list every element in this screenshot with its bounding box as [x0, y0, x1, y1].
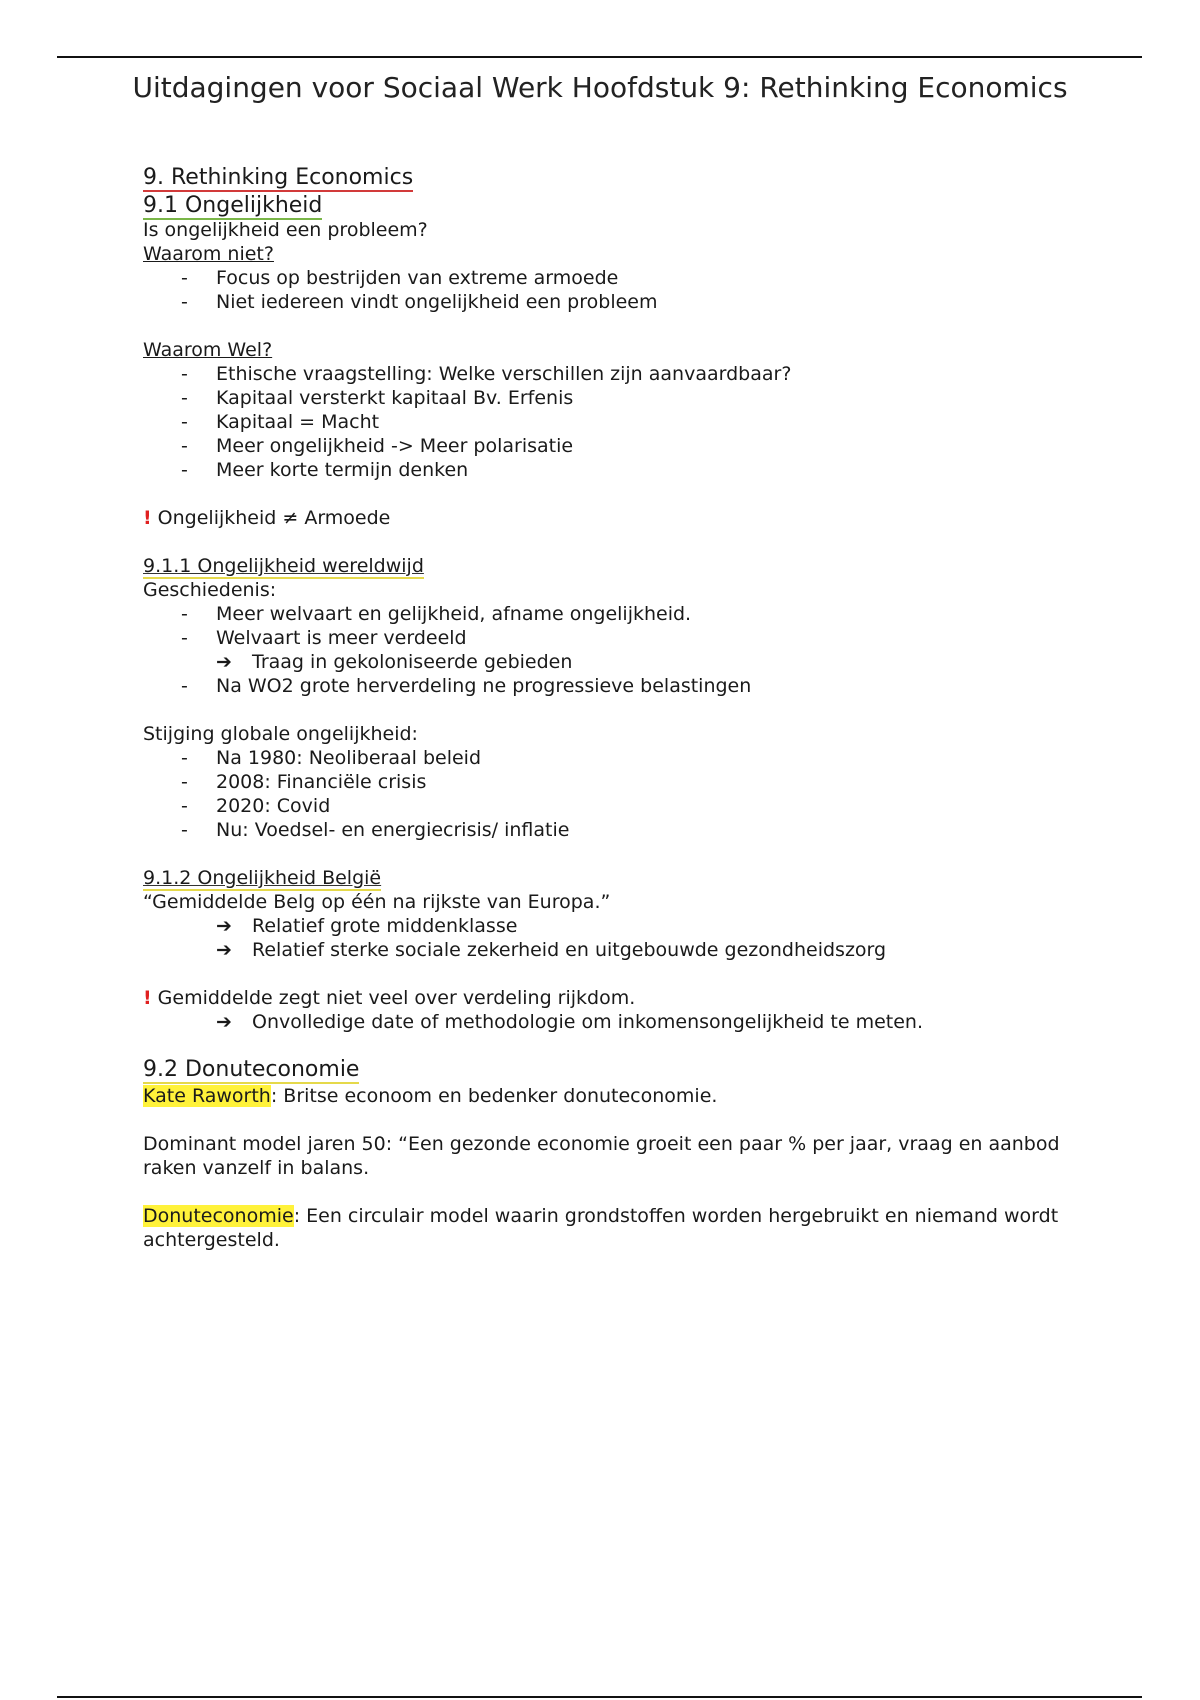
arrow-icon: ➔: [216, 651, 232, 673]
list-item: - Kapitaal = Macht: [181, 411, 380, 433]
list-item: - Meer korte termijn denken: [181, 459, 469, 481]
belgium-quote: “Gemiddelde Belg op één na rijkste van Europa.”: [143, 891, 611, 913]
section-9-1-heading: 9.1 Ongelijkheid: [143, 193, 323, 218]
donut-definition: Donuteconomie: Een circulair model waarin grondstoffen worden hergebruikt en niemand wordt achtergesteld.: [143, 1205, 1059, 1251]
section-9-1-2-heading: 9.1.2 Ongelijkheid België: [143, 867, 382, 889]
arrow-item: ➔ Onvolledige date of methodologie om inkomensongelijkheid te meten.: [216, 1011, 923, 1033]
waarom-wel-label: Waarom Wel?: [143, 339, 273, 361]
top-rule: [57, 56, 1142, 58]
arrow-item: ➔ Traag in gekoloniseerde gebieden: [216, 651, 573, 673]
list-item: - Nu: Voedsel- en energiecrisis/ inflatie: [181, 819, 570, 841]
stijging-label: Stijging globale ongelijkheid:: [143, 723, 418, 745]
section-9-2-heading: 9.2 Donuteconomie: [143, 1057, 360, 1082]
section-9-1-1-heading: 9.1.1 Ongelijkheid wereldwijd: [143, 555, 424, 577]
document-title: Uitdagingen voor Sociaal Werk Hoofdstuk 9: Rethinking Economics: [132, 71, 1068, 104]
arrow-item: ➔ Relatief sterke sociale zekerheid en uitgebouwde gezondheidszorg: [216, 939, 887, 961]
geschiedenis-label: Geschiedenis:: [143, 579, 277, 601]
belgium-note: ! Gemiddelde zegt niet veel over verdeling rijkdom.: [143, 987, 636, 1009]
list-item: - Meer welvaart en gelijkheid, afname ongelijkheid.: [181, 603, 692, 625]
bottom-rule: [57, 1696, 1142, 1698]
list-item: - Kapitaal versterkt kapitaal Bv. Erfenis: [181, 387, 574, 409]
exclamation-icon: !: [143, 987, 152, 1009]
raworth-line: Kate Raworth: Britse econoom en bedenker donuteconomie.: [143, 1085, 718, 1107]
list-item: - Welvaart is meer verdeeld: [181, 627, 467, 649]
arrow-icon: ➔: [216, 939, 232, 961]
section-9-heading: 9. Rethinking Economics: [143, 165, 414, 190]
inequality-question: Is ongelijkheid een probleem?: [143, 219, 428, 241]
list-item: - Meer ongelijkheid -> Meer polarisatie: [181, 435, 574, 457]
list-item: - Niet iedereen vindt ongelijkheid een probleem: [181, 291, 658, 313]
list-item: - 2020: Covid: [181, 795, 331, 817]
donut-term: Donuteconomie: [143, 1205, 294, 1227]
inequality-note: ! Ongelijkheid ≠ Armoede: [143, 507, 391, 529]
list-item: - Na 1980: Neoliberaal beleid: [181, 747, 481, 769]
exclamation-icon: !: [143, 507, 152, 529]
list-item: - Na WO2 grote herverdeling ne progressieve belastingen: [181, 675, 752, 697]
list-item: - 2008: Financiële crisis: [181, 771, 427, 793]
arrow-icon: ➔: [216, 1011, 232, 1033]
list-item: - Focus op bestrijden van extreme armoede: [181, 267, 619, 289]
arrow-item: ➔ Relatief grote middenklasse: [216, 915, 518, 937]
document-body: [143, 166, 1103, 1252]
dominant-model-paragraph: Dominant model jaren 50: “Een gezonde economie groeit een paar % per jaar, vraag en aanbod raken vanzelf in balans.: [143, 1133, 1060, 1179]
arrow-icon: ➔: [216, 915, 232, 937]
list-item: - Ethische vraagstelling: Welke verschillen zijn aanvaardbaar?: [181, 363, 792, 385]
raworth-term: Kate Raworth: [143, 1085, 271, 1107]
waarom-niet-label: Waarom niet?: [143, 243, 274, 265]
